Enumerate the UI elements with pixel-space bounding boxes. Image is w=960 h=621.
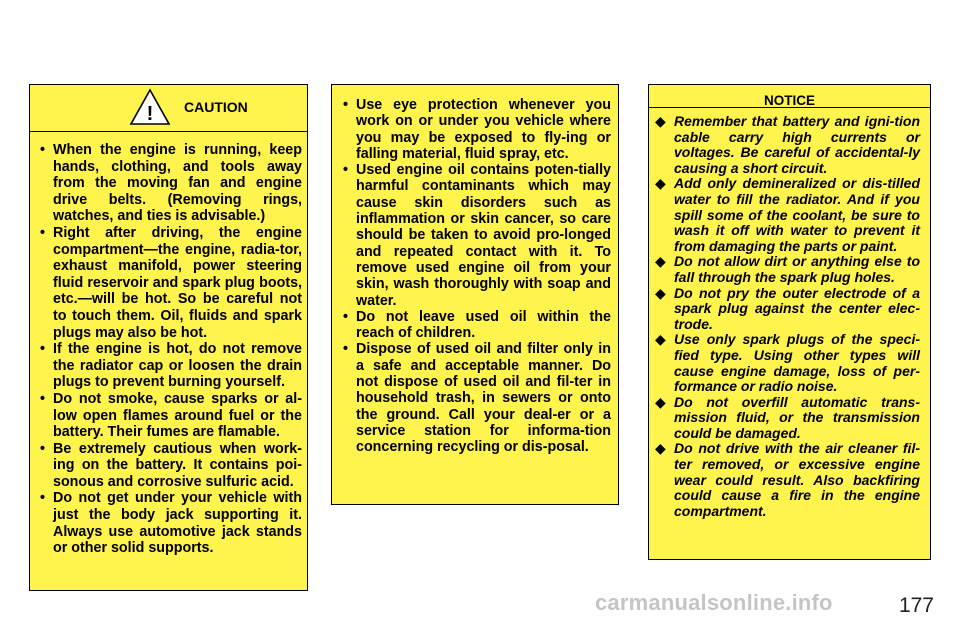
list-item: • If the engine is hot, do not remove the radiator cap or loosen the drain plugs to prevent burning yourself.: [40, 341, 302, 391]
list-item: ◆ Do not overfill automatic trans-mission fluid, or the transmission could be damaged.: [655, 393, 920, 441]
list-item: • Use eye protection whenever you work on or under you vehicle where you may be exposed to fly-ing or falling material, fluid spray, etc.: [343, 97, 611, 162]
caution-continued-box: [331, 84, 619, 505]
caution-continued-list: [337, 97, 611, 456]
notice-title: NOTICE: [763, 93, 815, 108]
bullet-marker: •: [343, 97, 349, 113]
bullet-marker: •: [343, 162, 349, 179]
caution-list: [34, 142, 302, 557]
bullet-marker: •: [40, 390, 46, 407]
caution-title: CAUTION: [184, 99, 248, 115]
bullet-marker: •: [40, 490, 46, 507]
list-item: • When the engine is running, keep hands, clothing, and tools away from the moving fan and engine drive belts. (Removing rings, watches, and ties is advisable.): [40, 142, 302, 225]
bullet-marker: •: [40, 142, 46, 158]
list-item: • Do not smoke, cause sparks or al-low open flames around fuel or the battery. Their fumes are flamable.: [40, 390, 302, 441]
notice-header: [649, 85, 930, 108]
diamond-bullet-icon: ◆: [655, 393, 666, 410]
bullet-marker: •: [40, 341, 46, 358]
list-item: • Right after driving, the engine compartment—the engine, radia-tor, exhaust manifold, power steering fluid reservoir and spark plug boots, etc.—will be hot. So be careful not to touch them. Oil, fluids and spark plugs may also be hot.: [40, 224, 302, 341]
list-item: • Be extremely cautious when work-ing on the battery. It contains poi-sonous and corrosive sulfuric acid.: [40, 440, 302, 490]
diamond-bullet-icon: ◆: [655, 331, 666, 348]
list-item: • Used engine oil contains poten-tially harmful contaminants which may cause skin disorders such as inflammation or skin cancer, so care should be taken to avoid pro-longed and repeated contact with it. To remove used engine oil from your skin, wash thoroughly with soap and water.: [343, 162, 611, 309]
list-item: • Do not get under your vehicle with just the body jack supporting it. Always use automotive jack stands or other solid supports.: [40, 490, 302, 557]
warning-triangle-icon: [129, 88, 171, 126]
list-item: ◆ Remember that battery and igni-tion cable carry high currents or voltages. Be careful of accidental-ly causing a short circuit.: [655, 113, 920, 176]
page-number: 177: [898, 594, 934, 617]
svg-text:!: !: [146, 103, 154, 125]
list-item: ◆ Do not allow dirt or anything else to fall through the spark plug holes.: [655, 253, 920, 285]
diamond-bullet-icon: ◆: [655, 113, 666, 129]
caution-header: [30, 85, 307, 132]
list-item: ◆ Use only spark plugs of the speci-fied type. Using other types will cause engine damage, loss of per-formance or radio noise.: [655, 331, 920, 395]
diamond-bullet-icon: ◆: [655, 284, 666, 301]
diamond-bullet-icon: ◆: [655, 175, 666, 192]
watermark: carmanualsonline.info: [595, 590, 833, 615]
notice-list: [655, 114, 920, 519]
notice-box: [648, 84, 931, 560]
bullet-marker: •: [40, 440, 46, 457]
list-item: ◆ Do not pry the outer electrode of a spark plug against the center elec-trode.: [655, 284, 920, 332]
diamond-bullet-icon: ◆: [655, 440, 666, 457]
list-item: ◆ Do not drive with the air cleaner fil-ter removed, or excessive engine wear could result. Also backfiring could cause a fire in the engine compartment.: [655, 440, 920, 519]
bullet-marker: •: [343, 341, 349, 358]
caution-box: [29, 84, 308, 591]
diamond-bullet-icon: ◆: [655, 253, 666, 270]
list-item: • Do not leave used oil within the reach of children.: [343, 308, 611, 342]
list-item: ◆ Add only demineralized or dis-tilled water to fill the radiator. And if you spill some of the coolant, be sure to wash it off with water to prevent it from damaging the parts or paint.: [655, 175, 920, 254]
list-item: • Dispose of used oil and filter only in a safe and acceptable manner. Do not dispose of used oil and fil-ter in household trash, in sewers or onto the ground. Call your deal-er or a service station for informa-tion concerning recycling or dis-posal.: [343, 341, 611, 456]
bullet-marker: •: [40, 224, 46, 241]
bullet-marker: •: [343, 308, 349, 325]
